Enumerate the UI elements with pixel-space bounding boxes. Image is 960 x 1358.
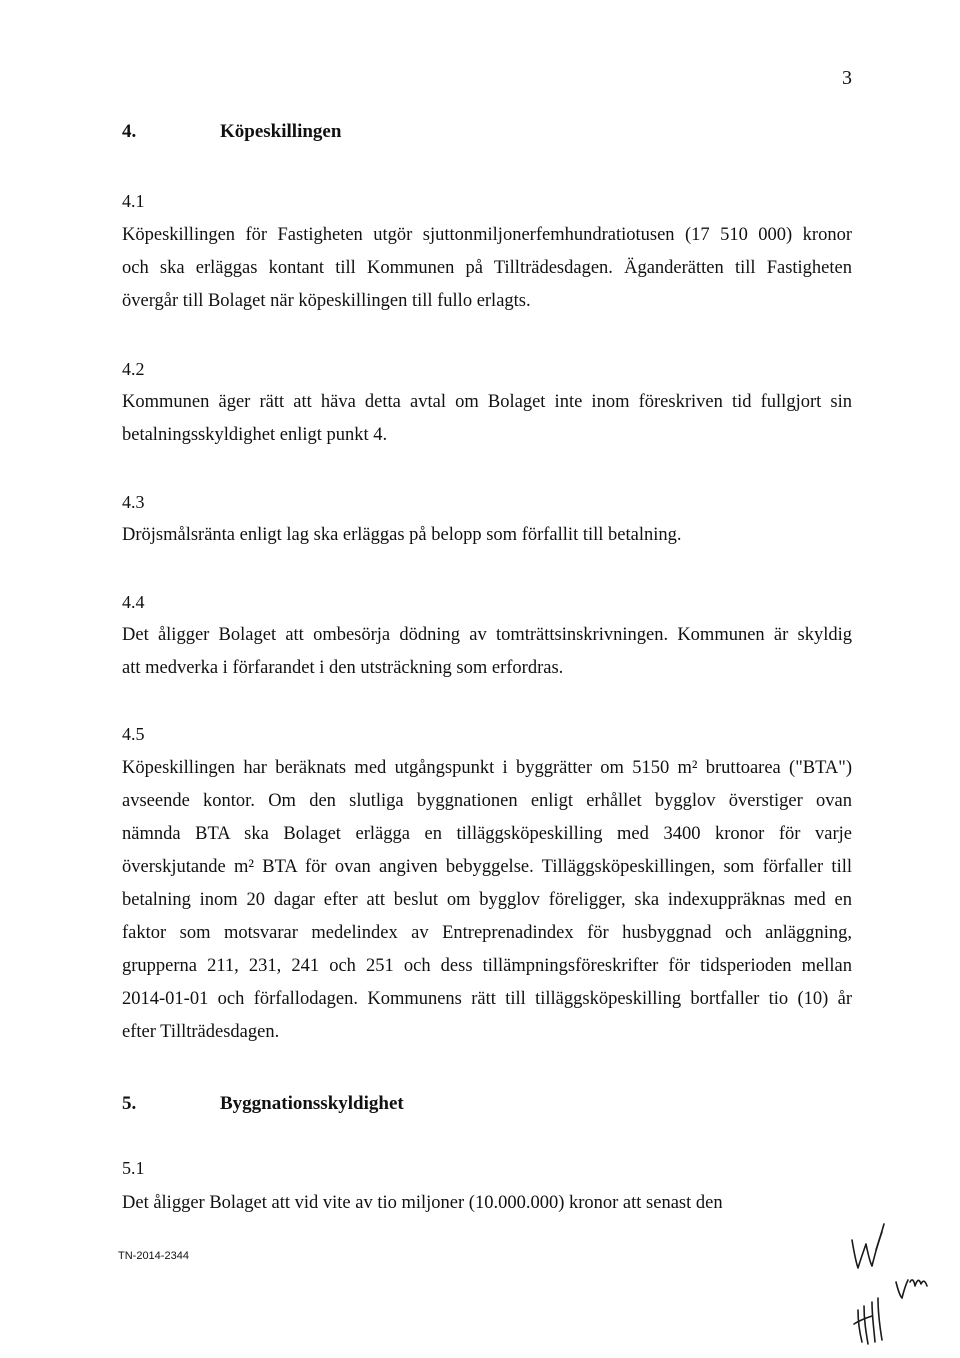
text-line: 2014-01-01 och förfallodagen. Kommunens rätt till tilläggsköpeskilling bortfaller tio (10) år: [122, 989, 852, 1009]
clause-number-4-1: 4.1: [122, 191, 145, 211]
section-title: Köpeskillingen: [220, 121, 342, 142]
text-line: Kommunen äger rätt att häva detta avtal om Bolaget inte inom föreskriven tid fullgjort sin: [122, 392, 852, 412]
text-line: avseende kontor. Om den slutliga byggnationen enligt erhållet bygglov överstiger ovan: [122, 791, 852, 811]
text-line: övergår till Bolaget när köpeskillingen till fullo erlagts.: [122, 291, 531, 311]
section-heading-4: [122, 116, 341, 148]
clause-number-4-4: 4.4: [122, 592, 145, 612]
text-line: betalningsskyldighet enligt punkt 4.: [122, 425, 388, 445]
section-number: 5.: [122, 1093, 137, 1114]
text-line: efter Tillträdesdagen.: [122, 1022, 280, 1042]
text-line: Det åligger Bolaget att ombesörja dödning av tomträttsinskrivningen. Kommunen är skyldig: [122, 625, 852, 645]
clause-text-4-5: [122, 752, 852, 1049]
clause-text-4-1: [122, 219, 852, 318]
clause-text-4-4: [122, 619, 852, 685]
section-heading-5: [122, 1088, 404, 1120]
text-line: Köpeskillingen för Fastigheten utgör sjuttonmiljonerfemhundratiotusen (17 510 000) kronor: [122, 225, 852, 245]
text-line: att medverka i förfarandet i den utsträckning som erfordras.: [122, 658, 564, 678]
text-line: överskjutande m² BTA för ovan angiven bebyggelse. Tilläggsköpeskillingen, som förfaller till: [122, 857, 852, 877]
clause-number-5-1: 5.1: [122, 1158, 145, 1178]
section-number: 4.: [122, 121, 137, 142]
text-line: grupperna 211, 231, 241 och 251 och dess tillämpningsföreskrifter för tidsperioden mellan: [122, 956, 852, 976]
text-line: faktor som motsvarar medelindex av Entreprenadindex för husbyggnad och anläggning,: [122, 923, 852, 943]
clause-text-4-3: [122, 519, 852, 552]
text-line: Köpeskillingen har beräknats med utgångspunkt i byggrätter om 5150 m² bruttoarea ("BTA"): [122, 758, 852, 778]
text-line: Det åligger Bolaget att vid vite av tio miljoner (10.000.000) kronor att senast den: [122, 1193, 723, 1213]
clause-text-5-1: [122, 1187, 852, 1220]
clause-number-4-5: 4.5: [122, 724, 145, 744]
clause-number-4-3: 4.3: [122, 492, 145, 512]
page-number: 3: [842, 67, 852, 89]
document-reference: TN-2014-2344: [118, 1250, 189, 1262]
section-title: Byggnationsskyldighet: [220, 1093, 404, 1114]
text-line: och ska erläggas kontant till Kommunen på Tillträdesdagen. Äganderätten till Fastigheten: [122, 258, 852, 278]
clause-text-4-2: [122, 386, 852, 452]
text-line: betalning inom 20 dagar efter att beslut om bygglov föreligger, ska indexuppräknas med en: [122, 890, 852, 910]
clause-number-4-2: 4.2: [122, 359, 145, 379]
text-line: nämnda BTA ska Bolaget erlägga en tilläggsköpeskilling med 3400 kronor för varje: [122, 824, 852, 844]
handwritten-initials-signature: [840, 1210, 940, 1350]
text-line: Dröjsmålsränta enligt lag ska erläggas på belopp som förfallit till betalning.: [122, 525, 682, 545]
